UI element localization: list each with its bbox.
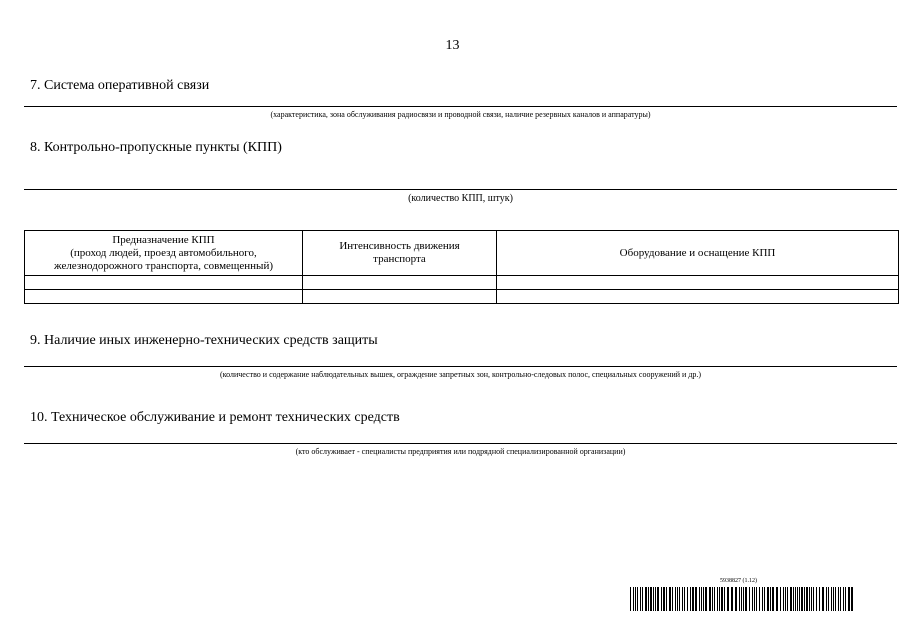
barcode-bar (739, 587, 740, 611)
barcode-bar (709, 587, 711, 611)
barcode-bar (838, 587, 839, 611)
barcode-bar (816, 587, 817, 611)
barcode-bar (833, 587, 834, 611)
barcode-bar (772, 587, 774, 611)
barcode-bar (826, 587, 827, 611)
barcode-bar (653, 587, 654, 611)
barcode-bar (819, 587, 820, 611)
barcode-bar (633, 587, 634, 611)
barcode-bar (764, 587, 765, 611)
barcode-number: 5938827 (1.12) (720, 578, 757, 584)
section-9-heading: 9. Наличие иных инженерно-технических средств защиты (30, 333, 378, 348)
barcode-bar (672, 587, 673, 611)
barcode-bar (754, 587, 755, 611)
header-equipment (497, 231, 899, 276)
section-7-caption: (характеристика, зона обслуживания радиосвязи и проводной связи, наличие резервных каналов и аппаратуры) (270, 110, 651, 119)
barcode-bar (745, 587, 747, 611)
barcode-bar (705, 587, 707, 611)
barcode-bar (724, 587, 725, 611)
barcode-bar (756, 587, 757, 611)
barcode-bar (657, 587, 659, 611)
barcode-bar (682, 587, 683, 611)
barcode-bar (743, 587, 744, 611)
barcode-bar (663, 587, 665, 611)
table-cell[interactable] (25, 290, 303, 304)
barcode-bar (692, 587, 694, 611)
barcode-bar (735, 587, 737, 611)
barcode-bar (701, 587, 702, 611)
barcode-bar (687, 587, 688, 611)
section-9-rule (24, 366, 897, 367)
header-equipment-title: Оборудование и оснащение КПП (619, 246, 776, 259)
barcode-bar (669, 587, 671, 611)
barcode-bar (648, 587, 649, 611)
barcode-bar (845, 587, 846, 611)
barcode-bar (635, 587, 636, 611)
barcode-bar (721, 587, 723, 611)
barcode-bar (714, 587, 715, 611)
barcode-bar (783, 587, 784, 611)
barcode-bar (637, 587, 638, 611)
header-intensity-line2: транспорта (373, 253, 426, 265)
header-purpose (25, 231, 303, 276)
section-8-heading: 8. Контрольно-пропускные пункты (КПП) (30, 140, 282, 155)
table-cell[interactable] (303, 276, 497, 290)
barcode-bar (661, 587, 662, 611)
header-intensity (303, 231, 497, 276)
barcode-bar (731, 587, 733, 611)
kpp-table (24, 230, 899, 304)
barcode-bar (804, 587, 805, 611)
barcode-bar (787, 587, 788, 611)
barcode-bar (793, 587, 794, 611)
section-9-caption: (количество и содержание наблюдательных вышек, ограждение запретных зон, контрольно-следовых полос, специальных сооружений и др.) (219, 370, 702, 379)
barcode-bar (717, 587, 718, 611)
barcode-bar (712, 587, 713, 611)
table-row (25, 276, 899, 290)
section-10-rule (24, 443, 897, 444)
barcode-bar (795, 587, 796, 611)
barcode-bar (799, 587, 800, 611)
barcode-bar (677, 587, 678, 611)
barcode-bar (797, 587, 798, 611)
barcode-bar (831, 587, 832, 611)
barcode-bar (719, 587, 720, 611)
barcode-bar (806, 587, 808, 611)
barcode-bar (727, 587, 729, 611)
barcode-bar (828, 587, 829, 611)
barcode-bar (695, 587, 697, 611)
section-10-heading: 10. Техническое обслуживание и ремонт технических средств (30, 410, 400, 425)
barcode-bar (762, 587, 763, 611)
barcode-bar (767, 587, 769, 611)
kpp-table-header-row (25, 231, 899, 276)
barcode-bar (684, 587, 685, 611)
barcode-bar (840, 587, 841, 611)
header-purpose-line2: (проход людей, проезд автомобильного, (70, 246, 257, 259)
table-cell[interactable] (497, 276, 899, 290)
table-cell[interactable] (303, 290, 497, 304)
barcode-bar (650, 587, 652, 611)
barcode-bar (666, 587, 667, 611)
table-cell[interactable] (497, 290, 899, 304)
barcode-bar (770, 587, 771, 611)
barcode-bar (785, 587, 786, 611)
barcode-bar (822, 587, 824, 611)
barcode-bar (780, 587, 781, 611)
barcode-bar (645, 587, 647, 611)
barcode-bar (642, 587, 643, 611)
barcode-bar (630, 587, 631, 611)
barcode-bar (690, 587, 691, 611)
barcode-bar (679, 587, 680, 611)
header-intensity-title: Интенсивность движения (339, 240, 460, 252)
section-7-heading: 7. Система оперативной связи (30, 78, 210, 93)
barcode-bar (835, 587, 836, 611)
barcode-bar (759, 587, 760, 611)
barcode-bar (848, 587, 850, 611)
section-8-caption: (количество КПП, штук) (408, 193, 513, 204)
barcode-bar (703, 587, 704, 611)
section-10-caption: (кто обслуживает - специалисты предприятия или подрядной специализированной организации) (295, 447, 626, 456)
barcode-bar (851, 587, 853, 611)
section-8-rule (24, 189, 897, 190)
barcode-bar (811, 587, 812, 611)
barcode-bar (843, 587, 844, 611)
barcode-bar (790, 587, 792, 611)
section-7-rule (24, 106, 897, 107)
table-cell[interactable] (25, 276, 303, 290)
barcode-bar (801, 587, 803, 611)
header-purpose-title: Предназначение КПП (112, 233, 215, 246)
barcode-bar (752, 587, 753, 611)
barcode-image (630, 587, 856, 611)
table-row (25, 290, 899, 304)
barcode-bar (749, 587, 750, 611)
barcode-bar (699, 587, 700, 611)
barcode-bar (655, 587, 656, 611)
header-purpose-line3: железнодорожного транспорта, совмещенный) (53, 259, 273, 272)
barcode-bar (675, 587, 676, 611)
barcode-bar (809, 587, 810, 611)
barcode-bar (813, 587, 814, 611)
barcode-bar (776, 587, 778, 611)
page-number: 13 (445, 38, 460, 53)
barcode-bar (741, 587, 742, 611)
barcode-bar (640, 587, 641, 611)
